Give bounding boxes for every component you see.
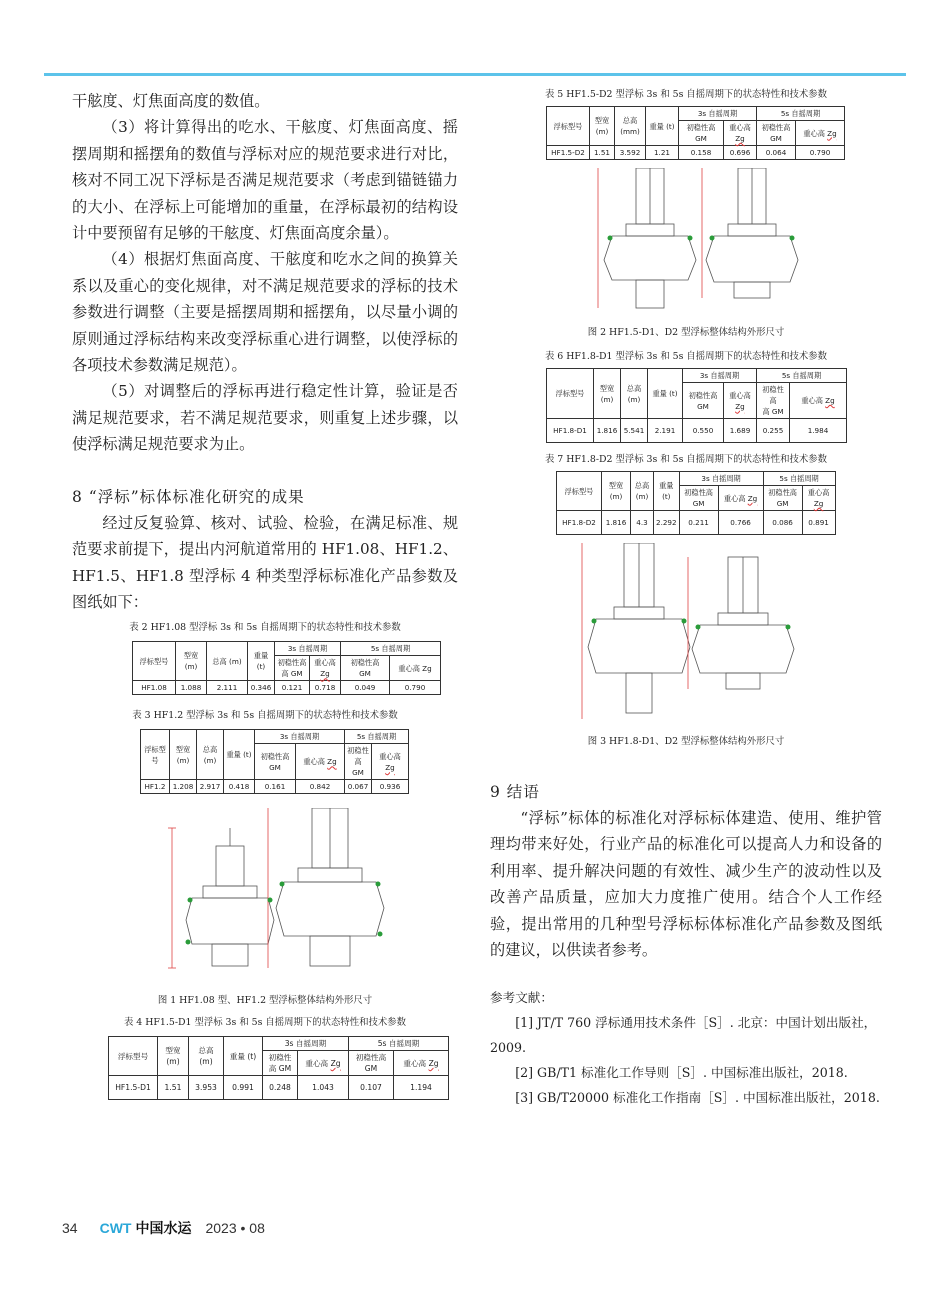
th-width: 型宽 (m) [590, 107, 615, 146]
th-model: 浮标型号 [547, 369, 594, 419]
th-width: 型宽 (m) [602, 472, 631, 511]
th-width: 型宽 (m) [158, 1037, 189, 1076]
figure-1-drawing [72, 808, 458, 988]
th-height: 总高 (mm) [615, 107, 646, 146]
reference-item: [1] JT/T 760 浮标通用技术条件［S］. 北京：中国计划出版社，2009. [490, 1015, 877, 1056]
references [490, 985, 882, 1110]
paragraph: 干舷度、灯焦面高度的数值。 [72, 92, 270, 110]
th-gm: 初稳性高 GM [757, 121, 796, 146]
th-period5: 5s 自摇周期 [763, 472, 835, 486]
table-caption: 表 4 HF1.5-D1 型浮标 3s 和 5s 自摇周期下的状态特性和技术参数 [123, 1017, 407, 1029]
paragraph: 经过反复验算、核对、试验、检验，在满足标准、规范要求前提下，提出内河航道常用的 HF1.08、HF1.2、HF1.5、HF1.8 型浮标 4 种类型浮标标准化产品参数及图纸如下： [72, 513, 458, 611]
figure-caption: 图 1 HF1.08 型、HF1.2 型浮标整体结构外形尺寸 [157, 995, 373, 1007]
th-model: 浮标型号 [109, 1037, 158, 1076]
th-zg: 重心高 Zg [796, 121, 845, 146]
right-column [490, 88, 882, 1110]
th-gm: 初稳性高 GM [255, 744, 296, 780]
th-zg: 重心高 Zg [802, 486, 835, 511]
th-width: 型宽 (m) [594, 369, 621, 419]
issue-date: 2023 • 08 [205, 1220, 265, 1236]
th-weight: 重量 (t) [646, 107, 679, 146]
th-weight: 重量 (t) [224, 1037, 263, 1076]
th-zg: 重心高 Zg [394, 1051, 449, 1076]
th-zg: 重心高 Zg [298, 1051, 349, 1076]
th-weight: 重量 (t) [224, 730, 255, 780]
th-period5: 5s 自摇周期 [345, 730, 409, 744]
table-5 [546, 106, 845, 160]
table-row: HF1.5-D1 1.51 3.953 0.991 0.248 1.043 0.107 1.194 [109, 1076, 449, 1100]
th-period5: 5s 自摇周期 [757, 369, 847, 383]
th-zg: 重心高 Zg [310, 656, 341, 681]
paragraph: （4）根据灯焦面高度、干舷度和吃水之间的换算关系以及重心的变化规律，对不满足规范要求的浮标的技术参数进行调整（主要是摇摆周期和摇摆角，以尽量小调的原则通过浮标结构来改变浮标重心进行调整，以使浮标的各项技术参数满足规范）。 [72, 250, 458, 375]
table-caption: 表 7 HF1.8-D2 型浮标 3s 和 5s 自摇周期下的状态特性和技术参数 [544, 454, 828, 465]
th-gm: 初稳性高 GM [679, 121, 724, 146]
th-model: 浮标型号 [547, 107, 590, 146]
th-model: 浮标型号 [141, 730, 170, 780]
th-gm: 初稳性高 高 GM [275, 656, 310, 681]
th-weight: 重量 (t) [648, 369, 683, 419]
table-2 [132, 641, 441, 695]
paragraph: “浮标”标体的标准化对浮标标体建造、使用、维护管理均带来好处，行业产品的标准化可以提高人力和设备的利用率、提升解决问题的有效性、减少生产的波动性以及改善产品质量，应加大力度推广使用。结合个人工作经验，提出常用的几种型号浮标标体标准化产品参数及图纸的建议，以供读者参考。 [490, 809, 882, 960]
th-zg: 重心高 Zg [296, 744, 345, 780]
left-column [72, 88, 458, 1100]
th-period3: 3s 自摇周期 [679, 472, 763, 486]
th-width: 型宽 (m) [170, 730, 197, 780]
th-height: 总高 (m) [207, 642, 248, 681]
paragraph: （3）将计算得出的吃水、干舷度、灯焦面高度、摇摆周期和摇摆角的数值与浮标对应的规范要求进行对比，核对不同工况下浮标是否满足规范要求（考虑到锚链锚力的大小、在浮标上可能增加的重量，在浮标最初的结构设计中要预留有足够的干舷度、灯焦面高度余量）。 [72, 118, 458, 243]
th-zg: 重心高 Zg [372, 744, 409, 780]
th-zg: 重心高 Zg [724, 121, 757, 146]
th-period3: 3s 自摇周期 [679, 107, 757, 121]
th-gm: 初稳性高 GM [341, 656, 390, 681]
th-zg: 重心高 Zg [724, 383, 757, 419]
th-height: 总高 (m) [189, 1037, 224, 1076]
journal-name: 中国水运 [135, 1221, 192, 1237]
table-3 [140, 729, 409, 794]
reference-item: [2] GB/T1 标准化工作导则［S］. 中国标准出版社，2018. [515, 1065, 848, 1081]
figure-caption: 图 2 HF1.5-D1、D2 型浮标整体结构外形尺寸 [587, 327, 785, 338]
paragraph: （5）对调整后的浮标再进行稳定性计算，验证是否满足规范要求，若不满足规范要求，则重复上述步骤，以使浮标满足规范要求为止。 [72, 382, 458, 454]
th-gm: 初稳性高 GM [679, 486, 718, 511]
th-period3: 3s 自摇周期 [275, 642, 341, 656]
journal-logo: CWT [99, 1220, 132, 1236]
th-weight: 重量 (t) [654, 472, 680, 511]
section-heading: 8 “浮标”标体标准化研究的成果 [72, 487, 305, 506]
table-row: HF1.5-D2 1.51 3.592 1.21 0.158 0.696 0.064 0.790 [547, 146, 845, 160]
table-6 [546, 368, 847, 443]
table-7 [556, 471, 836, 535]
figure-caption: 图 3 HF1.8-D1、D2 型浮标整体结构外形尺寸 [587, 736, 785, 747]
th-period5: 5s 自摇周期 [349, 1037, 449, 1051]
th-period5: 5s 自摇周期 [757, 107, 845, 121]
th-height: 总高 (m) [631, 472, 654, 511]
page-footer [62, 1218, 265, 1238]
th-height: 总高 (m) [621, 369, 648, 419]
th-gm: 初稳性高 GM [349, 1051, 394, 1076]
figure-2-drawing [490, 168, 882, 316]
th-model: 浮标型号 [557, 472, 602, 511]
th-gm: 初稳性高 高 GM [757, 383, 790, 419]
header-rule [44, 73, 906, 76]
th-period3: 3s 自摇周期 [263, 1037, 349, 1051]
th-period3: 3s 自摇周期 [683, 369, 757, 383]
table-row: HF1.2 1.208 2.917 0.418 0.161 0.842 0.067 0.936 [141, 780, 409, 794]
table-row: HF1.08 1.088 2.111 0.346 0.121 0.718 0.049 0.790 [133, 681, 441, 695]
table-4 [108, 1036, 449, 1100]
th-zg: 重心高 Zg [718, 486, 763, 511]
section-heading: 9 结语 [490, 783, 540, 801]
th-height: 总高 (m) [197, 730, 224, 780]
th-zg: 重心高 Zg [790, 383, 847, 419]
th-gm: 初稳性高 GM [683, 383, 724, 419]
th-period3: 3s 自摇周期 [255, 730, 345, 744]
page-number: 34 [62, 1220, 78, 1236]
table-caption: 表 5 HF1.5-D2 型浮标 3s 和 5s 自摇周期下的状态特性和技术参数 [544, 89, 828, 100]
th-period5: 5s 自摇周期 [341, 642, 441, 656]
th-gm: 初稳性高 GM [345, 744, 372, 780]
th-zg: 重心高 Zg [390, 656, 441, 681]
th-gm: 初稳性高 GM [763, 486, 802, 511]
table-caption: 表 2 HF1.08 型浮标 3s 和 5s 自摇周期下的状态特性和技术参数 [129, 622, 401, 634]
table-caption: 表 3 HF1.2 型浮标 3s 和 5s 自摇周期下的状态特性和技术参数 [132, 710, 398, 722]
table-row: HF1.8-D1 1.816 5.541 2.191 0.550 1.689 0.255 1.984 [547, 419, 847, 443]
table-caption: 表 6 HF1.8-D1 型浮标 3s 和 5s 自摇周期下的状态特性和技术参数 [544, 351, 828, 362]
th-width: 型宽 (m) [176, 642, 207, 681]
th-model: 浮标型号 [133, 642, 176, 681]
reference-item: [3] GB/T20000 标准化工作指南［S］. 中国标准出版社，2018. [515, 1090, 880, 1106]
th-gm: 初稳性 高 GM [263, 1051, 298, 1076]
table-row: HF1.8-D2 1.816 4.3 2.292 0.211 0.766 0.086 0.891 [557, 511, 836, 535]
th-weight: 重量 (t) [248, 642, 275, 681]
references-title: 参考文献： [490, 990, 553, 1006]
figure-3-drawing [490, 543, 882, 727]
